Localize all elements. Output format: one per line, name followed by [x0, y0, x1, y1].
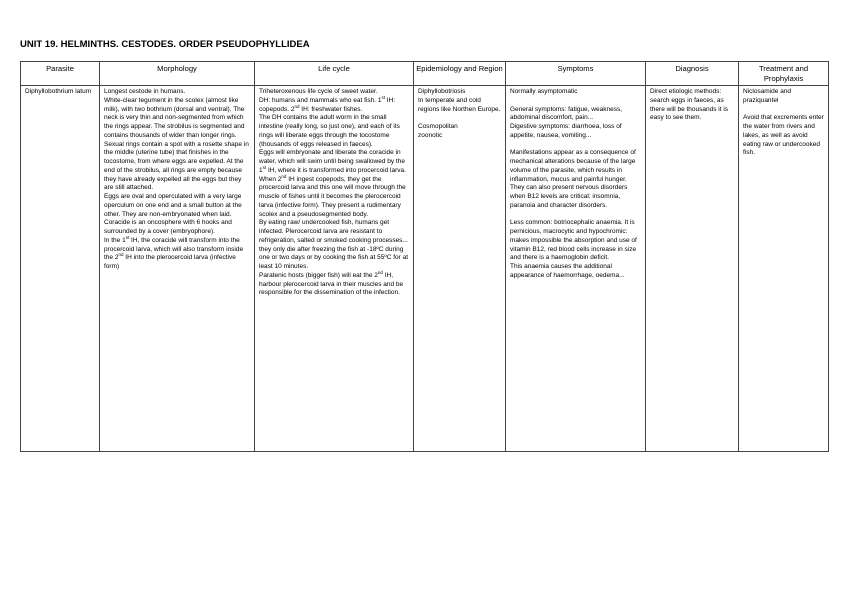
cell-paragraph: Longest cestode in humans.: [104, 88, 186, 95]
cell-paragraph: Diphyllobotriosis: [418, 88, 466, 95]
header-morphology: Morphology: [100, 62, 255, 86]
cell-life-cycle: [255, 86, 414, 452]
header-symptoms: Symptoms: [506, 62, 646, 86]
page-title: UNIT 19. HELMINTHS. CESTODES. ORDER PSEUDOPHYLLIDEA: [20, 39, 310, 50]
cell-symptoms: [506, 86, 646, 452]
cell-morphology: [100, 86, 255, 452]
paragraph-gap: [743, 106, 825, 115]
cell-paragraph: When 2nd IH ingest copepods, they get the procercoid larva and this one will move through the muscle of fishes until it becomes the plerocercoid larva (infective form). They present a rudimentary scolex and a pseudosegmented body.: [259, 173, 406, 218]
cell-paragraph: Paratenic hosts (bigger fish) will eat the 2nd IH, harbour plerocercoid larva in their muscles and be responsible for the dissemination of the infection.: [259, 269, 404, 297]
cell-paragraph: Eggs will embryonate and liberate the coracide in water, which will swim until being swallowed by the 1st IH, where it is transformed into procercoid larva.: [259, 149, 406, 174]
table-row: [21, 86, 829, 452]
cell-paragraph: Diphyllobothrium latum: [25, 88, 92, 95]
cell-paragraph: In temperate and cold regions like Northen Europe.: [418, 96, 501, 113]
cell-treatment: [739, 86, 829, 452]
cell-paragraph: Niclosamide and praziquantel: [743, 88, 792, 104]
cell-paragraph: Direct etiologic methods: search eggs in faeces, as there will be thousands it is easy to see them.: [650, 88, 729, 122]
cell-paragraph: Less common: botriocephalic anaemia. It is pernicious, macrocytic and hypochromic: makes impossible the absorption and use of vitamin B12, red blood cells increase in size and there is a haemoglobin deficit.: [510, 219, 637, 262]
cell-epidemiology: [414, 86, 506, 452]
cell-paragraph: They can also present nervous disorders when B12 levels are critical: insomnia, paranoia and character disorders.: [510, 184, 628, 209]
header-treatment: Treatment and Prophylaxis: [739, 62, 829, 86]
cell-paragraph: zoonotic: [418, 131, 443, 139]
header-parasite: Parasite: [21, 62, 100, 86]
cell-paragraph: DH: humans and mammals who eat fish. 1st IH: copepods. 2nd IH: freshwater fishes.: [259, 94, 396, 113]
cell-paragraph: General symptoms: fatigue, weakness, abdominal discomfort, pain...: [510, 105, 622, 122]
paragraph-gap: [418, 114, 502, 123]
cell-paragraph: Eggs are oval and operculated with a very large operculum on one end and a small button at the other. They are non-embryonated when laid.: [104, 193, 242, 218]
parasite-table: [20, 61, 829, 452]
paragraph-gap: [510, 211, 642, 220]
cell-paragraph: This anaemia causes the additional appearance of haemorrhage, oedema...: [510, 263, 625, 279]
paragraph-gap: [510, 97, 642, 106]
cell-paragraph: Cosmopolitan: [418, 123, 458, 130]
header-diagnosis: Diagnosis: [646, 62, 739, 86]
header-epidemiology: Epidemiology and Region: [414, 62, 506, 86]
cell-paragraph: Digestive symptoms: diarrhoea, loss of appetite, nausea, vomiting...: [510, 123, 622, 139]
table-header-row: [21, 62, 829, 86]
cell-paragraph: Triheteroxenous life cycle of sweet water.: [259, 88, 378, 95]
cell-diagnosis: [646, 86, 739, 452]
cell-paragraph: Sexual rings contain a spot with a rosette shape in the middle (uterine tube) that finishes in the tocostome, from where eggs are expelled. At the end of the strobilus, all rings are empty because they have already expelled all the eggs but they are still attached.: [104, 140, 249, 192]
cell-paragraph: Manifestations appear as a consequence of mechanical alterations because of the large volume of the parasite, which results in inflammation, mucus and painful hunger.: [510, 149, 636, 183]
cell-paragraph: White-clear tegument in the scolex (almost like milk), with two bothrium (dorsal and ventral). The neck is very thin and non-segmented from which the rings appear. The strobilus is segmented and contains thousands of wider than longer rings.: [104, 96, 245, 139]
cell-paragraph: Normally asymptomatic: [510, 88, 578, 95]
cell-paragraph: Avoid that excrements enter the water from rivers and lakes, as well as avoid eating raw or undercooked fish.: [743, 114, 824, 157]
paragraph-gap: [510, 141, 642, 150]
cell-paragraph: In the 1st IH, the coracide will transform into the procercoid larva, which will also transform inside the 2nd IH into the plerocercoid larva (infective form): [104, 234, 244, 270]
cell-paragraph: By eating raw/ undercooked fish, humans get infected. Plerocercoid larva are resistant to refrigeration, salted or smoked cooking processes... they only die after freezing the fish at -18ºC during one or two days or by cooking the fish at 55ºC for at least 10 minutes.: [259, 219, 409, 270]
cell-parasite: [21, 86, 100, 452]
cell-paragraph: The DH contains the adult worm in the small intestine (really long, so just one), and each of its rings will liberate eggs through the tocostome (thousands of eggs released in faeces).: [259, 114, 400, 148]
cell-paragraph: Coracide is an oncosphere with 6 hooks and surrounded by a cover (embryophore).: [104, 219, 232, 235]
header-life-cycle: Life cycle: [255, 62, 414, 86]
